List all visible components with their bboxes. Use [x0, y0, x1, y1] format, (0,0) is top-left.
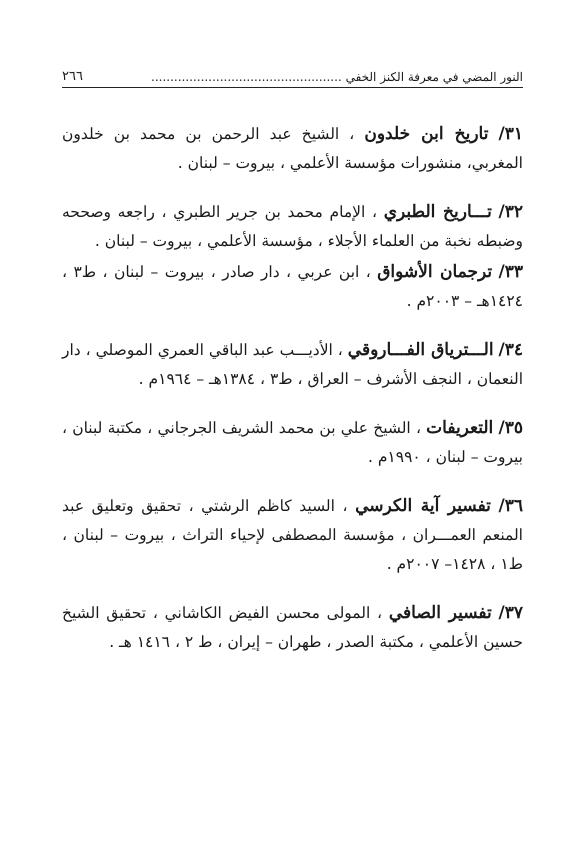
entry-details: ، المولى محسن الفيض الكاشاني ، تحقيق الشيخ حسين الأعلمي ، مكتبة الصدر ، طهران – إيران ، ط ٢ ، ١٤١٦ هـ . [62, 604, 523, 651]
entry-book-title: تفسير الصافي [388, 603, 492, 623]
bibliography-entry-33 [62, 258, 523, 316]
entry-book-title: تـــاريخ الطبري [383, 202, 492, 222]
entry-book-title: تفسير آية الكرسي [355, 496, 491, 516]
entry-number: ٣٢/ [498, 202, 523, 222]
entry-details: ، الشيخ علي بن محمد الشريف الجرجاني ، مكتبة لبنان ، بيروت – لبنان ، ١٩٩٠م . [62, 419, 523, 466]
running-header [62, 66, 523, 88]
bibliography-entry-36 [62, 492, 523, 579]
bibliography-entry-37 [62, 599, 523, 657]
entry-number: ٣٦/ [498, 496, 523, 516]
bibliography-list [62, 120, 523, 677]
entry-number: ٣١/ [498, 124, 523, 144]
bibliography-entry-35 [62, 414, 523, 472]
entry-number: ٣٥/ [498, 418, 523, 438]
header-title: النور المضي في معرفة الكنز الخفي .................................................. [151, 70, 523, 84]
bibliography-entry-31 [62, 120, 523, 178]
entry-number: ٣٧/ [498, 603, 523, 623]
entry-number: ٣٤/ [498, 340, 523, 360]
entry-details: ، الأديـــب عبد الباقي العمري الموصلي ، دار النعمان ، النجف الأشرف – العراق ، ط٣ ، ١٣٨٤هـ – ١٩٦٤م . [62, 341, 523, 388]
entry-book-title: تاريخ ابن خلدون [364, 124, 489, 144]
entry-details: ، ابن عربي ، دار صادر ، بيروت – لبنان ، ط٣ ، ١٤٢٤هـ – ٢٠٠٣م . [62, 263, 523, 310]
bibliography-entry-32 [62, 198, 523, 256]
bibliography-entry-34 [62, 336, 523, 394]
entry-book-title: ترجمان الأشواق [377, 262, 493, 282]
page-number: ٢٦٦ [62, 69, 83, 84]
entry-number: ٣٣/ [498, 262, 524, 282]
entry-book-title: الـــترياق الفـــاروقي [347, 340, 494, 360]
entry-details: ، السيد كاظم الرشتي ، تحقيق وتعليق عبد المنعم العمـــران ، مؤسسة المصطفى لإحياء التراث ، بيروت – لبنان ، ط١ ، ١٤٢٨– ٢٠٠٧م . [62, 497, 523, 573]
entry-book-title: التعريفات [426, 418, 494, 438]
entry-details: ، الشيخ عبد الرحمن بن محمد بن خلدون المغربي، منشورات مؤسسة الأعلمي ، بيروت – لبنان . [62, 125, 523, 172]
entry-details: ، الإمام محمد بن جرير الطبري ، راجعه وصححه وضبطه نخبة من العلماء الأجلاء ، مؤسسة الأعلمي ، بيروت – لبنان . [62, 203, 523, 250]
